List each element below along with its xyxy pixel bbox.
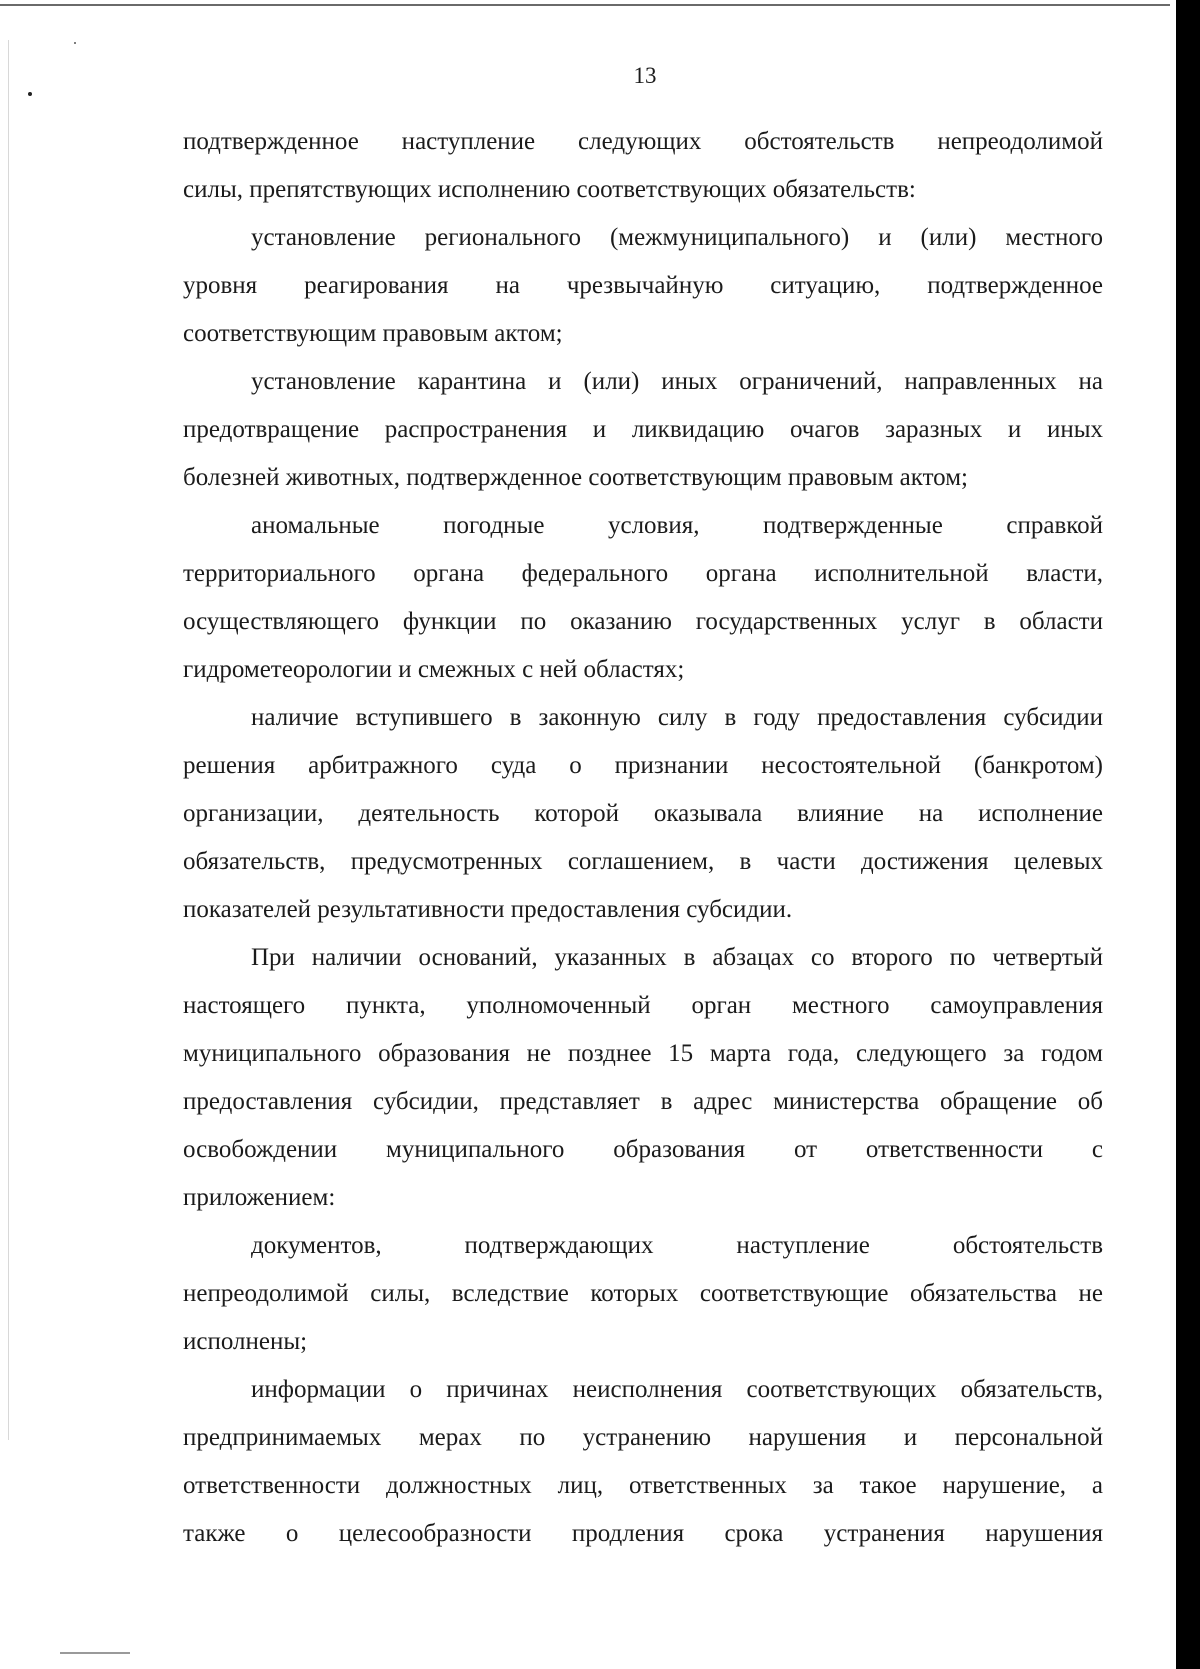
scan-speck [60,1652,130,1654]
text-line: силы, препятствующих исполнению соответствующих обязательств: [183,176,916,203]
text-line: аномальные погодные условия, подтвержденные справкой [251,512,1103,539]
text-line: осуществляющего функции по оказанию государственных услуг в области [183,608,1103,635]
document-body [183,118,1103,1558]
text-line: настоящего пункта, уполномоченный орган местного самоуправления [183,992,1103,1019]
text-line: ответственности должностных лиц, ответственных за такое нарушение, а [183,1472,1103,1499]
text-line: непреодолимой силы, вследствие которых соответствующие обязательства не [183,1280,1103,1307]
text-line: установление карантина и (или) иных ограничений, направленных на [251,368,1103,395]
text-line: соответствующим правовым актом; [183,320,563,347]
text-line: приложением: [183,1184,336,1211]
text-line: территориального органа федерального органа исполнительной власти, [183,560,1103,587]
scan-right-border [1176,0,1200,1669]
text-line: решения арбитражного суда о признании несостоятельной (банкротом) [183,752,1103,779]
text-line: уровня реагирования на чрезвычайную ситуацию, подтвержденное [183,272,1103,299]
text-line: установление регионального (межмуниципального) и (или) местного [251,224,1103,251]
text-line: обязательств, предусмотренных соглашением, в части достижения целевых [183,848,1103,875]
text-line: подтвержденное наступление следующих обстоятельств непреодолимой [183,128,1103,155]
text-line: исполнены; [183,1328,308,1355]
scan-speck [28,92,32,96]
text-line: При наличии оснований, указанных в абзацах со второго по четвертый [251,944,1103,971]
scan-top-border [0,4,1170,6]
text-line: организации, деятельность которой оказывала влияние на исполнение [183,800,1103,827]
text-line: показателей результативности предоставления субсидии. [183,896,793,923]
text-line: гидрометеорологии и смежных с ней областях; [183,656,685,683]
text-line: документов, подтверждающих наступление обстоятельств [251,1232,1103,1259]
text-line: муниципального образования не позднее 15 марта года, следующего за годом [183,1040,1103,1067]
text-line: также о целесообразности продления срока устранения нарушения [183,1520,1103,1547]
text-line: наличие вступившего в законную силу в году предоставления субсидии [251,704,1103,731]
text-line: информации о причинах неисполнения соответствующих обязательств, [251,1376,1103,1403]
page-number: 13 [633,63,657,88]
text-line: освобождении муниципального образования от ответственности с [183,1136,1103,1163]
scan-speck [74,42,76,44]
text-line: предотвращение распространения и ликвидацию очагов заразных и иных [183,416,1103,443]
text-line: предоставления субсидии, представляет в адрес министерства обращение об [183,1088,1103,1115]
scan-left-border [8,40,9,1440]
text-line: болезней животных, подтвержденное соответствующим правовым актом; [183,464,968,491]
text-line: предпринимаемых мерах по устранению нарушения и персональной [183,1424,1103,1451]
